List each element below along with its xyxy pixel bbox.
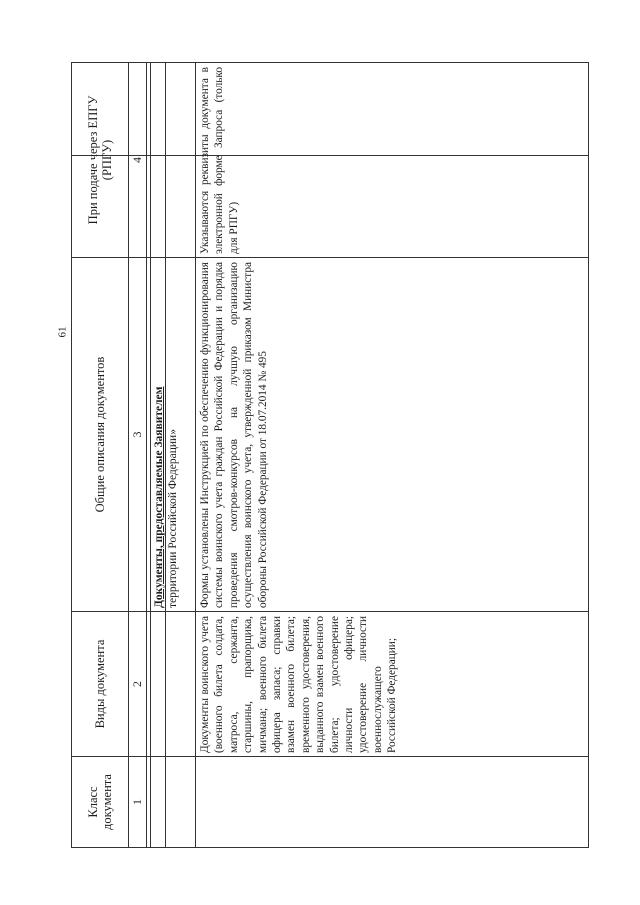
column-number: 4 xyxy=(130,157,144,163)
column-number: 2 xyxy=(130,681,144,687)
column-number: 3 xyxy=(130,431,144,438)
column-divider xyxy=(71,756,589,757)
row-divider xyxy=(146,62,147,848)
section-header xyxy=(151,63,195,611)
header-class: Класс документа xyxy=(85,774,114,830)
section-title: Документы, предоставляемые Заявителем xyxy=(153,386,165,608)
cell-document-types: Документы воинского учета (военного билета солдата, матроса, сержанта, старшины, прапорщика, мичмана; военного билета офицера запаса; справки взамен военного билета; временного удостоверения, выданного взамен военного билета; удостоверение личности офицера; удостоверение личности военнослужащего Российской Федерации; xyxy=(199,616,399,753)
page-number: 61 xyxy=(56,326,68,338)
header-epgu: При подаче через ЕПГУ (РПГУ) xyxy=(85,95,114,225)
cell-general-description: Формы установлены Инструкцией по обеспечению функционирования системы воинского учета граждан Российской Федерации и порядка проведения смотров-конкурсов на лучшую организацию осуществления воинского учета, утвержденной приказом Министра обороны Российской Федерации от 18.07.2014 № 495 xyxy=(199,262,269,608)
column-number: 1 xyxy=(130,799,144,805)
header-document-types: Виды документа xyxy=(92,639,107,729)
header-general-description: Общие описания документов xyxy=(92,356,107,513)
section-subtitle: территории Российской Федерации» xyxy=(167,429,179,608)
cell-epgu: Указываются реквизиты документа в электронной форме Запроса (только для РПГУ) xyxy=(199,67,240,254)
